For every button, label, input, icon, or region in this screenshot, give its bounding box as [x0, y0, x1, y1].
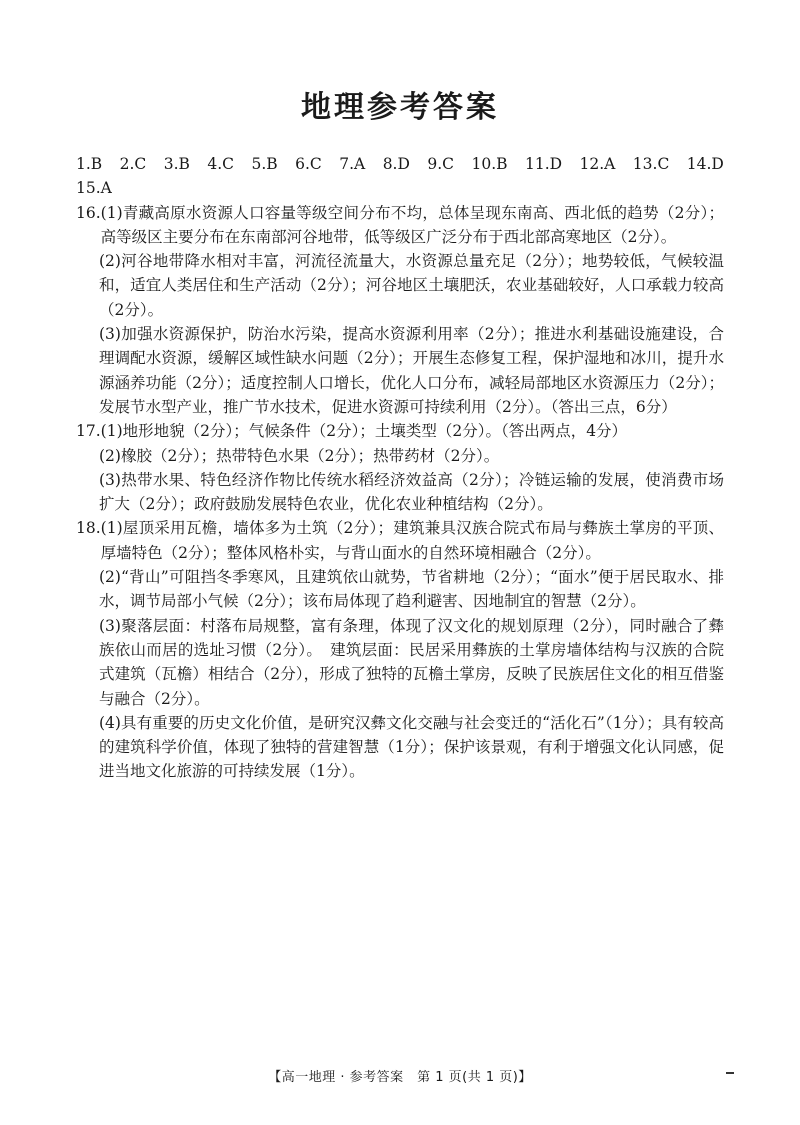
answer-part-2: (2)河谷地带降水相对丰富，河流径流量大，水资源总量充足（2分）；地势较低，气候较温和，适宜人类居住和生产活动（2分）；河谷地区土壤肥沃，农业基础较好，人口承载力较高（2分）。 — [99, 252, 724, 319]
choice-answer: 15.A — [76, 179, 112, 198]
answer-part-3: (3)加强水资源保护，防治水污染，提高水资源利用率（2分）；推进水利基础设施建设，合理调配水资源，缓解区域性缺水问题（2分）；开展生态修复工程，保护湿地和冰川，提升水源涵养功能（2分）；适度控制人口增长，优化人口分布，减轻局部地区水资源压力（2分）；发展节水型产业，推广节水技术，促进水资源可持续利用（2分）。（答出三点，6分） — [99, 325, 724, 416]
choice-answer: 5.B — [251, 155, 278, 173]
choice-answer: 13.C — [632, 155, 670, 173]
answer-part-1: (1)屋顶采用瓦檐，墙体多为土筑（2分）；建筑兼具汉族合院式布局与彝族土掌房的平顶、厚墙特色（2分）；整体风格朴实，与背山面水的自然环境相融合（2分）。 — [100, 519, 724, 562]
choice-answer: 8.D — [382, 155, 410, 173]
answer-part-3: (3)聚落层面：村落布局规整，富有条理，体现了汉文化的规划原理（2分），同时融合了彝族依山而居的选址习惯（2分）。 建筑层面：民居采用彝族的土掌房墙体结构与汉族的合院式建筑（瓦檐）相结合（2分），形成了独特的瓦檐土掌房，反映了民族居住文化的相互借鉴与融合（2分）。 — [99, 616, 724, 708]
choice-answers-row-2 — [76, 176, 724, 200]
answer-part-2: (2)橡胶（2分）；热带特色水果（2分）；热带药材（2分）。 — [99, 446, 500, 465]
choice-answer: 3.B — [163, 155, 190, 173]
corner-mark — [726, 1072, 734, 1074]
question-number: 17. — [76, 422, 101, 441]
page-title: 地理参考答案 — [301, 90, 499, 125]
choice-answer: 10.B — [471, 155, 508, 173]
choice-answer: 11.D — [524, 155, 563, 173]
answer-part-1: (1)地形地貌（2分）；气候条件（2分）；土壤类型（2分）。（答出两点，4分） — [100, 422, 628, 441]
choice-answer: 14.D — [686, 155, 724, 173]
choice-answers-row — [76, 152, 724, 176]
question-18 — [76, 516, 724, 783]
choice-answer: 9.C — [427, 155, 455, 173]
choice-answer: 7.A — [339, 155, 366, 173]
question-number: 16. — [76, 203, 101, 222]
choice-answer: 4.C — [207, 155, 235, 173]
question-17 — [76, 419, 724, 516]
choice-answer: 2.C — [119, 155, 147, 173]
answer-content — [76, 152, 724, 784]
answer-part-3: (3)热带水果、特色经济作物比传统水稻经济效益高（2分）；冷链运输的发展，使消费市场扩大（2分）；政府鼓励发展特色农业，优化农业种植结构（2分）。 — [99, 470, 724, 514]
question-16 — [76, 201, 724, 420]
question-number: 18. — [76, 519, 101, 538]
page-footer: 【高一地理 · 参考答案 第 1 页(共 1 页)】 — [268, 1070, 532, 1085]
answer-part-4: (4)具有重要的历史文化价值，是研究汉彝文化交融与社会变迁的“活化石”（1分）；具有较高的建筑科学价值，体现了独特的营建智慧（1分）；保护该景观，有利于增强文化认同感，促进当地文化旅游的可持续发展（1分）。 — [99, 713, 724, 781]
answer-part-2: (2)“背山”可阻挡冬季寒风，且建筑依山就势，节省耕地（2分）；“面水”便于居民取水、排水，调节局部小气候（2分）；该布局体现了趋利避害、因地制宜的智慧（2分）。 — [99, 568, 724, 611]
choice-answer: 12.A — [579, 155, 616, 173]
answer-part-1: (1)青藏高原水资源人口容量等级空间分布不均，总体呈现东南高、西北低的趋势（2分）；高等级区主要分布在东南部河谷地带，低等级区广泛分布于西北部高寒地区（2分）。 — [100, 203, 724, 246]
choice-answer: 1.B — [76, 155, 103, 173]
choice-answer: 6.C — [295, 155, 322, 173]
